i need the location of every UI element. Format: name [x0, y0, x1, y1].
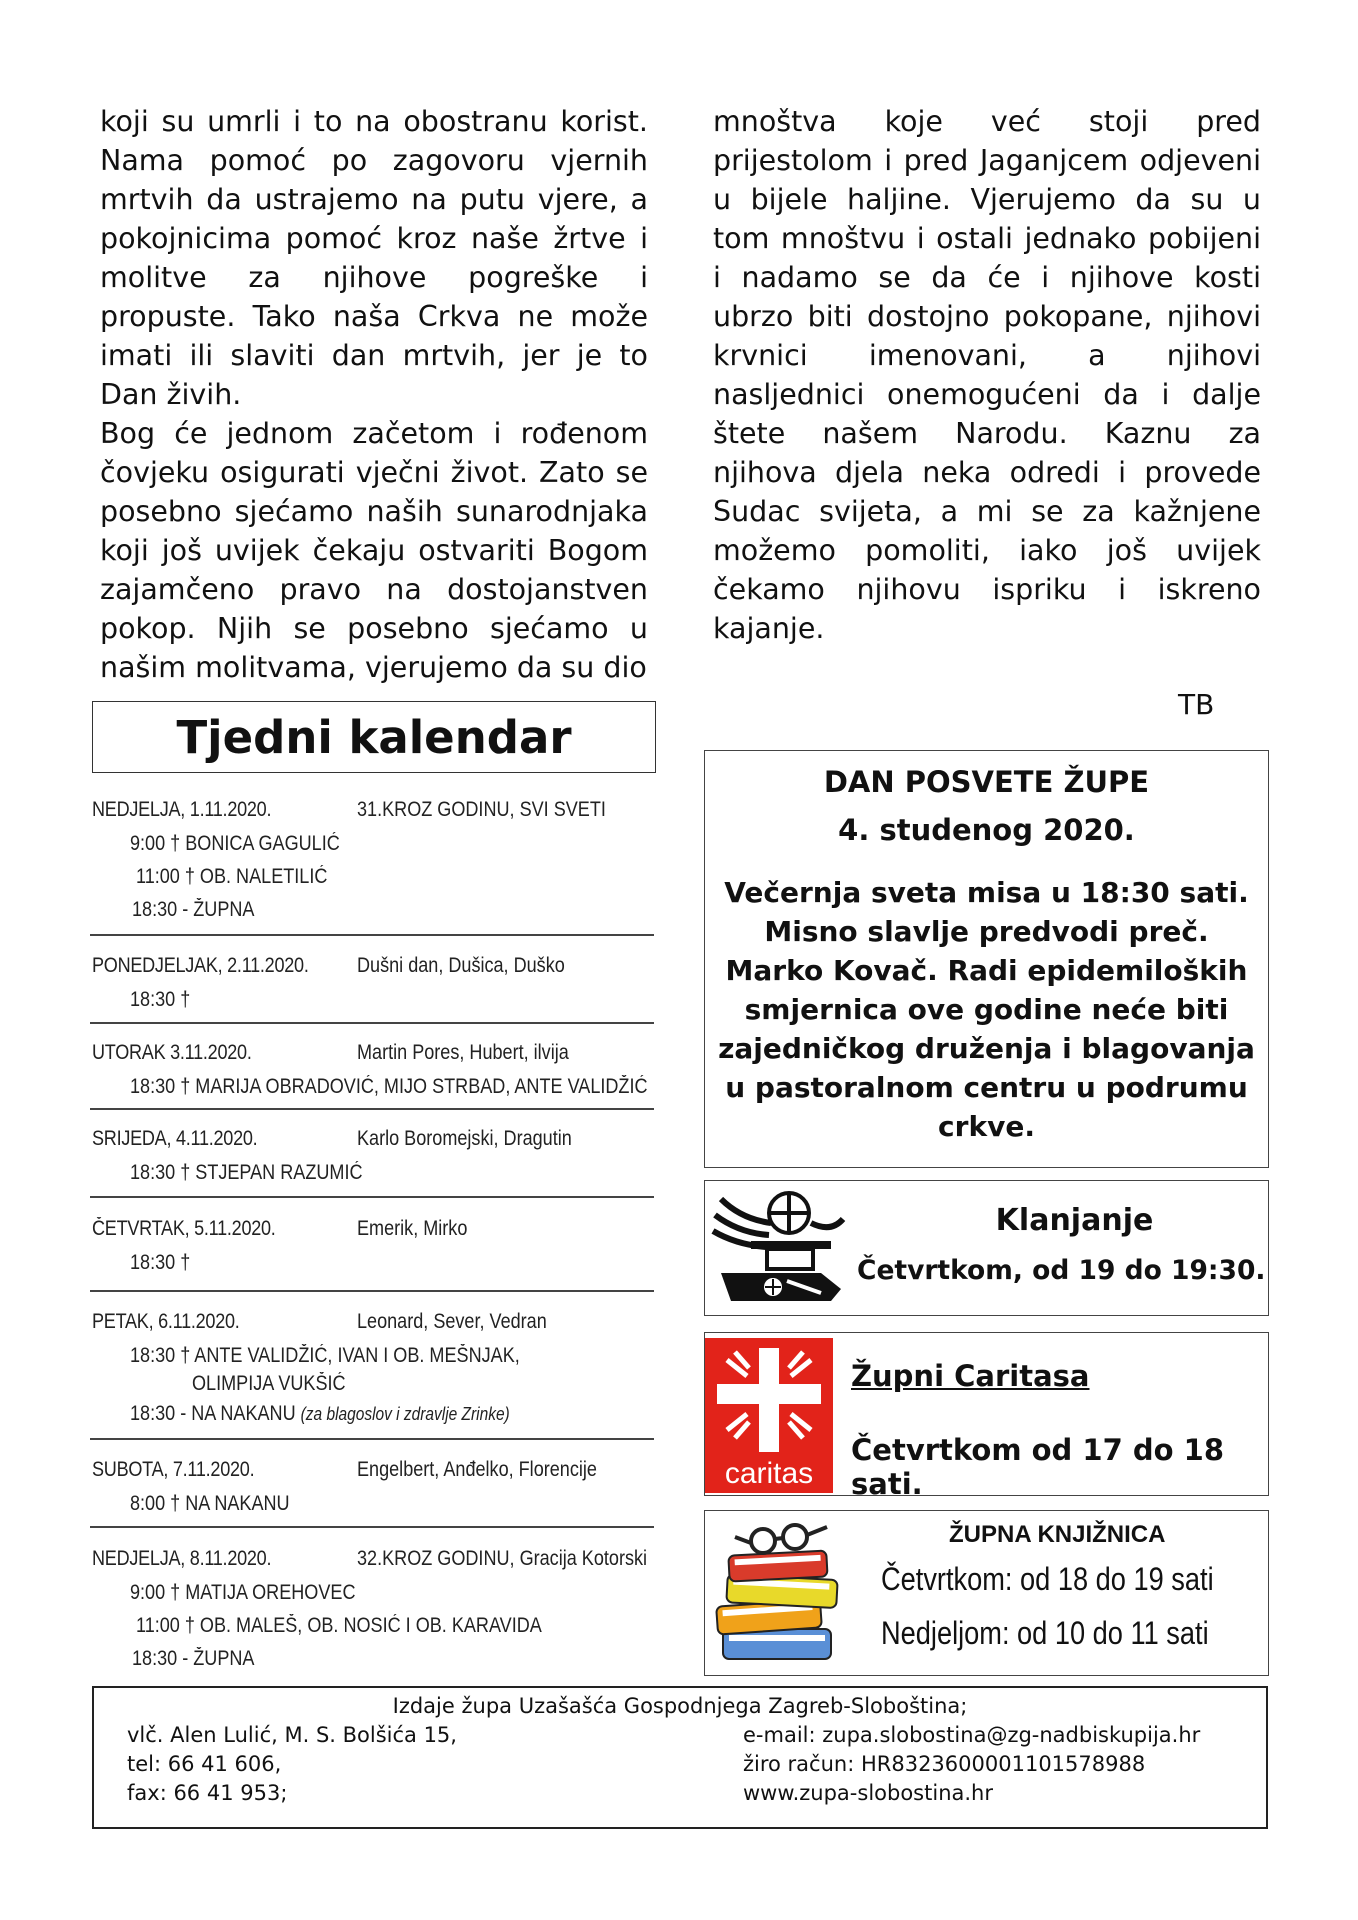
- adoration-title: Klanjanje: [995, 1203, 1154, 1238]
- day-header: PONEDJELJAK, 2.11.2020.: [92, 954, 309, 977]
- mass-entry: 18:30 †: [130, 1251, 191, 1274]
- mass-entry: 9:00 † MATIJA OREHOVEC: [130, 1581, 356, 1604]
- day-saints: Karlo Boromejski, Dragutin: [357, 1127, 572, 1150]
- day-divider: [90, 934, 654, 936]
- library-hours-sunday: Nedjeljom: od 10 do 11 sati: [881, 1615, 1209, 1651]
- mass-entry: 18:30 - ŽUPNA: [132, 898, 255, 921]
- mass-entry: 18:30 † ANTE VALIDŽIĆ, IVAN I OB. MEŠNJAK,: [130, 1344, 520, 1367]
- day-divider: [90, 1022, 654, 1024]
- right-text-column: [713, 102, 1261, 648]
- caritas-cross-icon: [705, 1338, 833, 1493]
- left-text-column: [100, 102, 648, 687]
- mass-entry: 18:30 †: [130, 988, 191, 1011]
- caritas-box: [704, 1332, 1269, 1501]
- day-divider: [90, 1526, 654, 1528]
- day-divider: [90, 1290, 654, 1292]
- caritas-title: Župni Caritasa: [851, 1359, 1090, 1393]
- library-box: [704, 1510, 1269, 1676]
- footer-phone: tel: 66 41 606,: [127, 1752, 282, 1776]
- books-icon: [709, 1517, 859, 1669]
- day-saints: Martin Pores, Hubert, ilvija: [357, 1041, 569, 1064]
- footer-contact-left: [127, 1721, 457, 1808]
- mass-entry: 18:30 † STJEPAN RAZUMIĆ: [130, 1161, 363, 1184]
- day-divider: [90, 1438, 654, 1440]
- footer-email[interactable]: e-mail: zupa.slobostina@zg-nadbiskupija.hr: [743, 1723, 1201, 1747]
- caritas-logo: [705, 1338, 833, 1493]
- adoration-box: [704, 1180, 1269, 1316]
- mass-entry: OLIMPIJA VUKŠIĆ: [192, 1372, 346, 1395]
- day-header: PETAK, 6.11.2020.: [92, 1310, 240, 1333]
- calendar-title: Tjedni kalendar: [92, 701, 656, 773]
- mass-text: 18:30 - NA NAKANU: [130, 1402, 296, 1425]
- footer-contact-right: [743, 1721, 1200, 1808]
- footer-fax: fax: 66 41 953;: [127, 1781, 288, 1805]
- footer-address: vlč. Alen Lulić, M. S. Bolšića 15,: [127, 1723, 457, 1747]
- day-saints: 32.KROZ GODINU, Gracija Kotorski: [357, 1547, 648, 1570]
- dedication-date: 4. studenog 2020.: [838, 813, 1135, 847]
- day-saints: Leonard, Sever, Vedran: [357, 1310, 547, 1333]
- mass-entry: 11:00 † OB. NALETILIĆ: [136, 865, 328, 888]
- mass-entry: 18:30 † MARIJA OBRADOVIĆ, MIJO STRBAD, ANTE VALIDŽIĆ: [130, 1075, 648, 1098]
- publisher-footer: [92, 1686, 1268, 1829]
- day-divider: [90, 1108, 654, 1110]
- right-paragraph-1: mnoštva koje već stoji pred prijestolom i pred Jaganjcem odjeveni u bijele haljine. Vjerujemo da su u tom mnoštvu i ostali jednako pobijeni i nadamo se da će i njihove kosti ubrzo biti dostojno pokopane, njihovi krvnici imenovani, a njihovi nasljednici onemogućeni da i dalje štete našem Narodu. Kaznu za njihova djela neka odredi i provede Sudac svijeta, a mi se za kažnjene možemo pomoliti, iako još uvijek čekamo njihovu ispriku i iskreno kajanje.: [713, 105, 1261, 645]
- left-paragraph-1: koji su umrli i to na obostranu korist. Nama pomoć po zagovoru vjernih mrtvih da ustrajemo na putu vjere, a pokojnicima pomoć kroz naše žrtve i molitve za njihove pogreške i propuste. Tako naša Crkva ne može imati ili slaviti dan mrtvih, jer je to Dan živih.: [100, 105, 648, 411]
- day-saints: Dušni dan, Dušica, Duško: [357, 954, 565, 977]
- day-header: SUBOTA, 7.11.2020.: [92, 1458, 255, 1481]
- library-hours-thursday: Četvrtkom: od 18 do 19 sati: [881, 1561, 1214, 1597]
- day-saints: 31.KROZ GODINU, SVI SVETI: [357, 798, 606, 821]
- caritas-time: Četvrtkom od 17 do 18 sati.: [851, 1433, 1224, 1501]
- adoration-time: Četvrtkom, od 19 do 19:30.: [857, 1255, 1266, 1286]
- dedication-title: DAN POSVETE ŽUPE: [823, 765, 1150, 799]
- left-paragraph-2: Bog će jednom začetom i rođenom čovjeku osigurati vječni život. Zato se posebno sjećamo naših sunarodnjaka koji još uvijek čekaju ostvariti Bogom zajamčeno pravo na dostojanstven pokop. Njih se posebno sjećamo u našim molitvama, vjerujemo da su dio: [100, 417, 648, 684]
- caritas-logo-text: caritas: [724, 1457, 814, 1490]
- dedication-text: Večernja sveta misa u 18:30 sati. Misno slavlje predvodi preč. Marko Kovač. Radi epidemiloških smjernica ove godine neće biti zajedničkog druženja i blagovanja u pastoralnom centru u podrumu crkve.: [718, 876, 1255, 1143]
- day-divider: [90, 1196, 654, 1198]
- mass-entry: 9:00 † BONICA GAGULIĆ: [130, 832, 340, 855]
- day-header: ČETVRTAK, 5.11.2020.: [92, 1217, 276, 1240]
- mass-note: (za blagoslov i zdravlje Zrinke): [300, 1404, 510, 1424]
- footer-account: žiro račun: HR8323600001101578988: [743, 1752, 1146, 1776]
- day-header: SRIJEDA, 4.11.2020.: [92, 1127, 258, 1150]
- adoration-icon: [711, 1189, 851, 1307]
- day-header: NEDJELJA, 1.11.2020.: [92, 798, 272, 821]
- day-header: UTORAK 3.11.2020.: [92, 1041, 252, 1064]
- library-title: ŽUPNA KNJIŽNICA: [949, 1521, 1166, 1548]
- mass-entry: 11:00 † OB. MALEŠ, OB. NOSIĆ I OB. KARAVIDA: [136, 1614, 542, 1637]
- footer-website[interactable]: www.zupa-slobostina.hr: [743, 1781, 993, 1805]
- day-saints: Engelbert, Anđelko, Florencije: [357, 1458, 597, 1481]
- author-initials: TB: [1178, 688, 1215, 721]
- day-header: NEDJELJA, 8.11.2020.: [92, 1547, 272, 1570]
- publisher-line: Izdaje župa Uzašašća Gospodnjega Zagreb-Sloboština;: [392, 1694, 968, 1718]
- mass-entry: 8:00 † NA NAKANU: [130, 1492, 290, 1515]
- day-saints: Emerik, Mirko: [357, 1217, 468, 1240]
- mass-entry: [130, 1402, 510, 1426]
- mass-entry: 18:30 - ŽUPNA: [132, 1647, 255, 1670]
- parish-dedication-box: [704, 750, 1269, 1168]
